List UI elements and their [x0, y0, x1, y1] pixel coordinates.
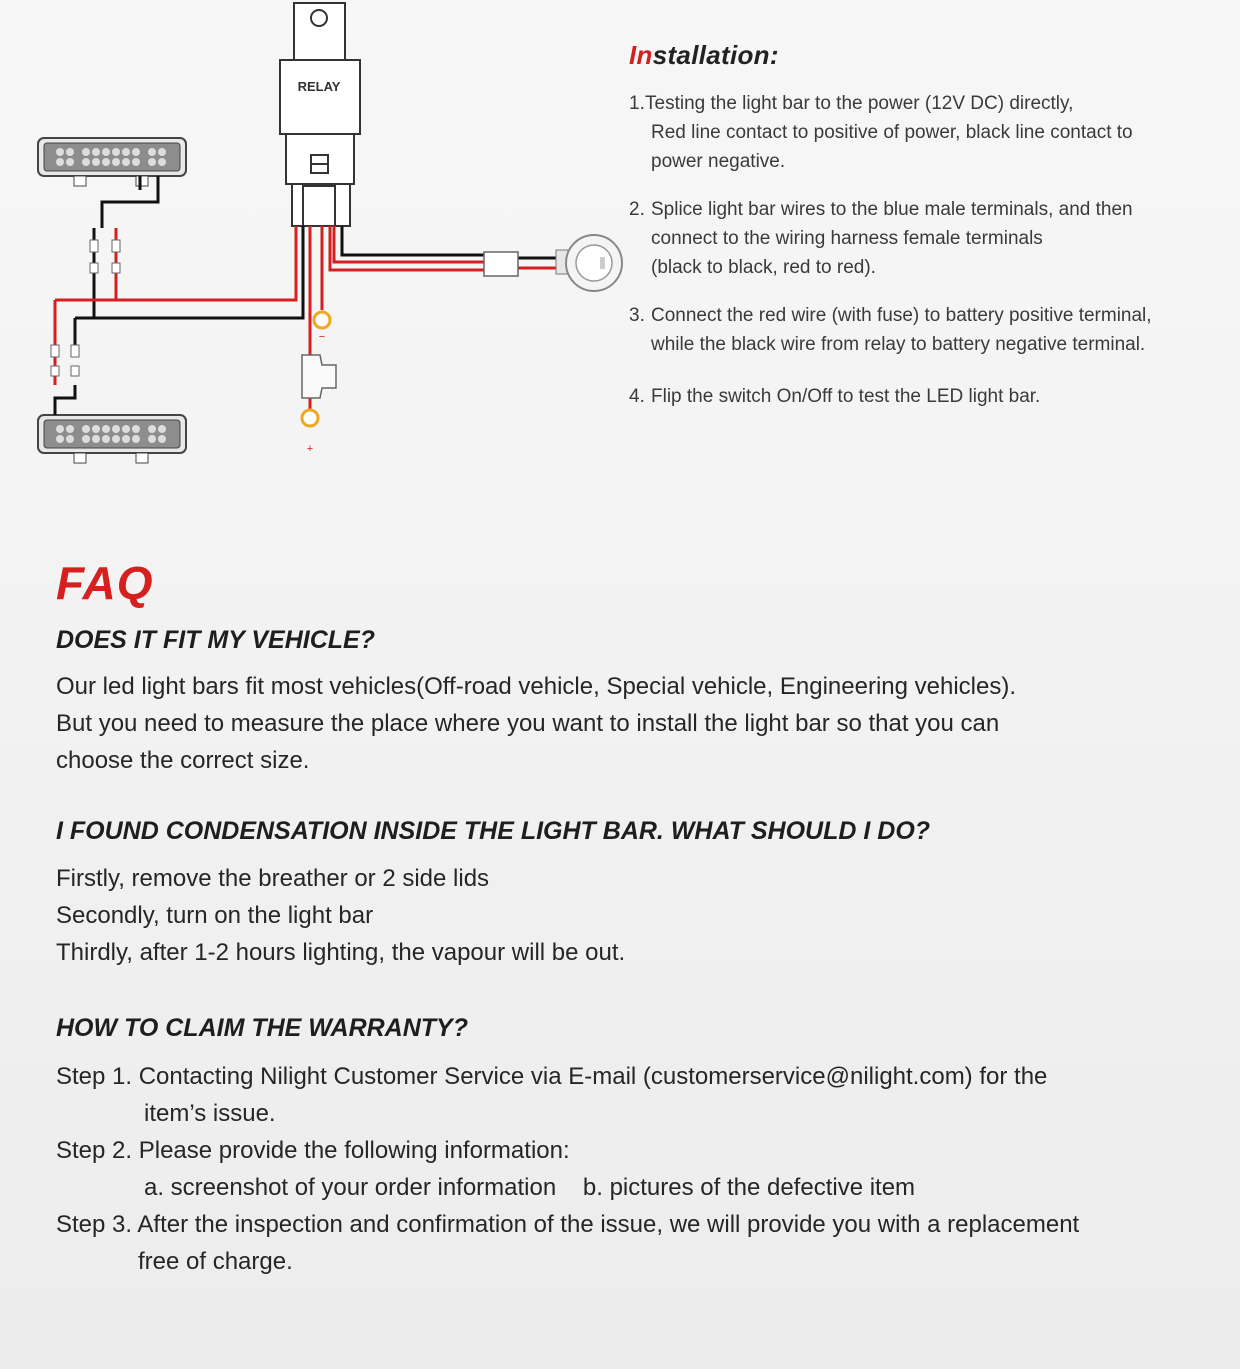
connector-icon — [51, 240, 120, 376]
faq-question-warranty: HOW TO CLAIM THE WARRANTY? — [56, 1014, 468, 1042]
fuse-plus-label: + — [306, 443, 314, 455]
installation-step-2: 2. Splice light bar wires to the blue male terminals, and then connect to the wiring harness female terminals (black to black, red to red). — [629, 199, 1133, 278]
installation-title: Installation: — [629, 40, 779, 70]
installation-section — [629, 40, 1219, 430]
installation-step-1: 1. Testing the light bar to the power (12V DC) directly, Red line contact to positive of power, black line contact to power negative. — [629, 93, 1133, 172]
switch-connector-icon — [484, 252, 518, 276]
ring-terminal-icon — [314, 312, 330, 328]
faq-section — [56, 554, 1196, 1280]
fuse-minus-label: − — [318, 331, 326, 343]
installation-step-4: 4. Flip the switch On/Off to test the LED light bar. — [629, 386, 1041, 407]
faq-answer-warranty: Step 1. Contacting Nilight Customer Service via E-mail (customerservice@nilight.com) for the item’s issue. Step 2. Please provide the following information: a. screenshot of your order information b. pictures of the defective item Step 3. After the inspection and confirmation of the issue, we will provide you with a replacement free of charge. — [56, 1063, 1080, 1275]
faq-question-fit: DOES IT FIT MY VEHICLE? — [56, 626, 376, 654]
faq-answer-fit: Our led light bars fit most vehicles(Off-road vehicle, Special vehicle, Engineering vehicles). But you need to measure the place where you want to install the light bar so that you can choose the correct size. — [56, 673, 1016, 774]
wiring-diagram — [0, 0, 630, 480]
ring-terminal-icon — [302, 410, 318, 426]
relay-icon — [280, 3, 360, 226]
installation-step-3: 3. Connect the red wire (with fuse) to battery positive terminal, while the black wire from relay to battery negative terminal. — [629, 305, 1152, 355]
fuse-holder-icon — [302, 355, 336, 398]
rocker-switch-icon — [556, 235, 622, 291]
faq-answer-condensation: Firstly, remove the breather or 2 side lids Secondly, turn on the light bar Thirdly, after 1-2 hours lighting, the vapour will be out. — [56, 865, 626, 966]
relay-label: RELAY — [297, 79, 341, 94]
faq-question-condensation: I FOUND CONDENSATION INSIDE THE LIGHT BAR. WHAT SHOULD I DO? — [56, 817, 931, 845]
light-bar-bottom-icon — [38, 415, 186, 463]
light-bar-top-icon — [38, 138, 186, 186]
faq-title: FAQ — [56, 557, 154, 609]
